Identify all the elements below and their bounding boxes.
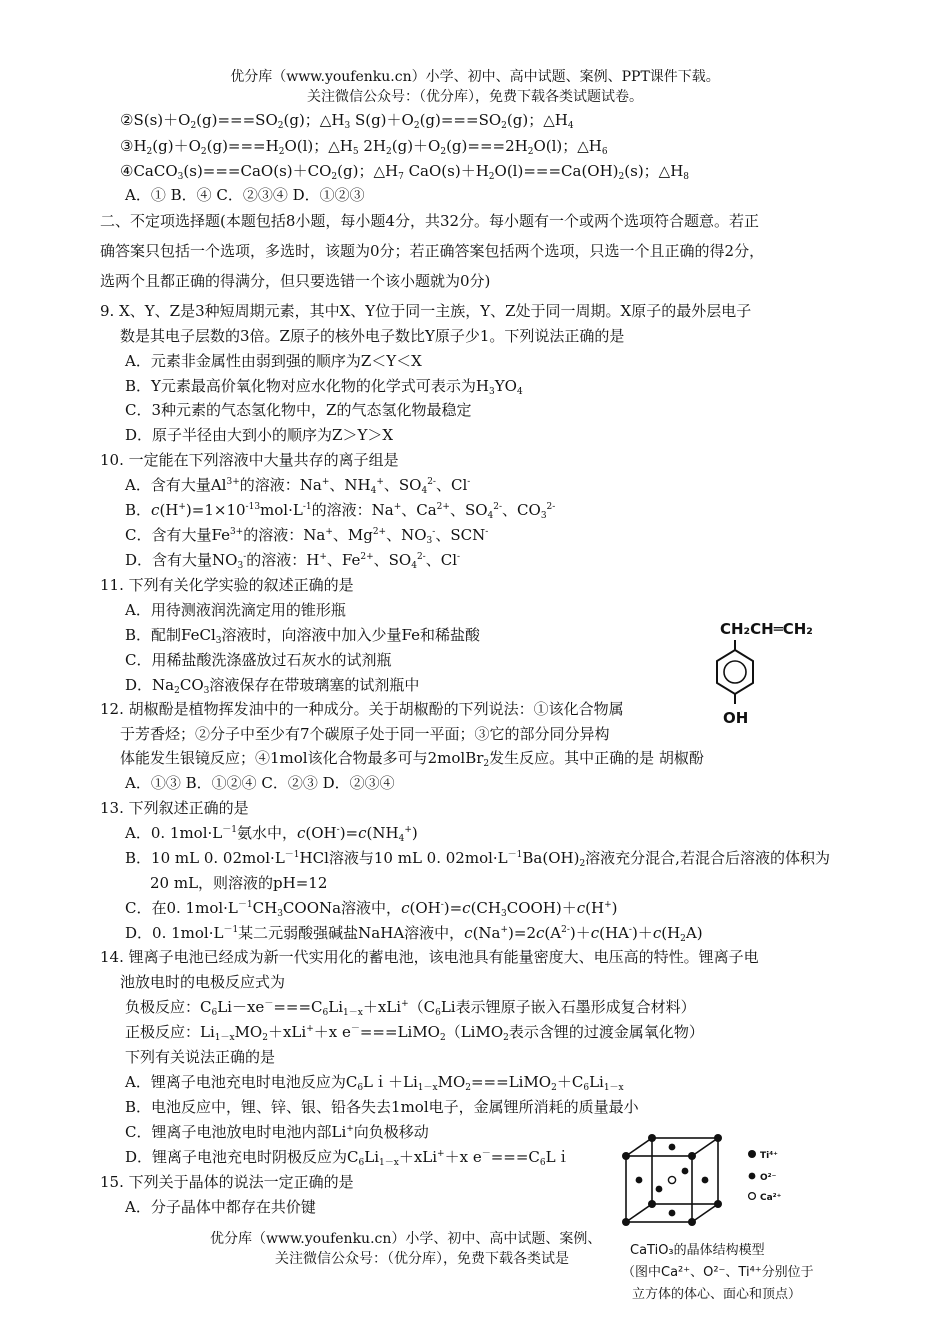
section2-line-2: 确答案只包括一个选项，多选时，该题为0分；若正确答案包括两个选项，只选一个且正确的得2分， bbox=[100, 242, 765, 260]
header-line-2: 关注微信公众号：（优分库），免费下载各类试题试卷。 bbox=[307, 89, 643, 105]
footer-line-2: 关注微信公众号：（优分库），免费下载各类试是 bbox=[275, 1251, 569, 1267]
header-line-1: 优分库（www.youfenku.cn）小学、初中、高中试题、案例、PPT课件下载。 bbox=[230, 69, 720, 85]
q14-option-b: B．电池反应中，锂、锌、银、铅各失去1mol电子，金属锂所消耗的质量最小 bbox=[125, 1098, 639, 1116]
q10-option-a: A．含有大量$Al^{3+}$的溶液：Na+、$NH_4^+$、$SO_4^{2-}$、Cl- bbox=[125, 476, 471, 496]
q11-option-c: C．用稀盐酸洗涤盛放过石灰水的试剂瓶 bbox=[125, 651, 392, 669]
crystal-structure-diagram bbox=[618, 1134, 818, 1234]
q13-option-d: D．0. $1mol\cdot L^{-1}$某二元弱酸强碱盐NaHA溶液中，$c(Na^+)=2c(A^{2-})+c(HA^-)+c(H_2A)$ bbox=[125, 924, 703, 944]
crystal-caption-3: 立方体的体心、面心和顶点） bbox=[632, 1287, 802, 1302]
q11-stem: 11. 下列有关化学实验的叙述正确的是 bbox=[100, 576, 354, 594]
q11-option-a: A．用待测液润洗滴定用的锥形瓶 bbox=[125, 601, 346, 619]
q13-stem: 13. 下列叙述正确的是 bbox=[100, 799, 249, 817]
footer-line-1: 优分库（www.youfenku.cn）小学、初中、高中试题、案例、 bbox=[210, 1231, 602, 1247]
q9-option-d: D．原子半径由大到小的顺序为Z＞Y＞X bbox=[125, 426, 394, 444]
benzene-ring bbox=[717, 650, 753, 694]
q9-option-c: C．3种元素的气态氢化物中，Z的气态氢化物最稳定 bbox=[125, 401, 472, 419]
q14-stem-1: 14. 锂离子电池已经成为新一代实用化的蓄电池，该电池具有能量密度大、电压高的特性。锂离子电 bbox=[100, 948, 759, 966]
q9-option-a: A．元素非金属性由弱到强的顺序为Z＜Y＜X bbox=[125, 352, 422, 370]
q9-stem-1: 9. X、Y、Z是3种短周期元素，其中X、Y位于同一主族，Y、Z处于同一周期。X原子的最外层电子 bbox=[100, 302, 752, 320]
q8-options: A．① B．④ C．②③④ D．①②③ bbox=[125, 186, 365, 204]
q14-negative-reaction: 负极反应：$C_6Li-xe^-===C_6Li_{1-x}+xLi^+(C_6Li$表示锂原子嵌入石墨形成复合材料） bbox=[125, 998, 696, 1018]
ca-ion-marker bbox=[668, 1176, 675, 1183]
q14-option-a: A．锂离子电池充电时电池反应为$C_6Li+Li_{1-x}MO_2===LiMO_2+C_6Li_{1-x}$ bbox=[125, 1073, 624, 1093]
q11-option-b: B．配制FeCl$_3$溶液时，向溶液中加入少量Fe和稀盐酸 bbox=[125, 626, 480, 646]
q13-option-b-cont: 20 mL，则溶液的pH=12 bbox=[150, 874, 328, 892]
q8-reaction-3: $③H_2(g)+O_2(g)===H_2O(l)$；$\triangle H_5$ $2H_2(g)+O_2(g)===2H_2O(l)$；$\triangle H_6$ bbox=[120, 137, 608, 157]
q9-stem-2: 数是其电子层数的3倍。Z原子的核外电子数比Y原子少1。下列说法正确的是 bbox=[120, 327, 625, 345]
q14-ask: 下列有关说法正确的是 bbox=[125, 1048, 276, 1066]
chavicol-structure bbox=[700, 612, 840, 732]
q13-option-a: A．0. $1mol\cdot L^{-1}$氨水中，$c(OH^-)=c(NH_4^+)$ bbox=[125, 824, 418, 844]
q11-option-d: D．$Na_2CO_3$溶液保存在带玻璃塞的试剂瓶中 bbox=[125, 676, 420, 696]
q12-options: A．①③ B．①②④ C．②③ D．②③④ bbox=[125, 774, 395, 792]
q15-stem: 15. 下列关于晶体的说法一定正确的是 bbox=[100, 1173, 354, 1191]
q10-option-d: D．含有大量$NO_3^-$的溶液：H+、$Fe^{2+}$、$SO_4^{2-}$、Cl- bbox=[125, 551, 461, 571]
q12-stem-2: 于芳香烃；②分子中至少有7个碳原子处于同一平面；③它的部分同分异构 bbox=[120, 725, 610, 743]
legend-ti: Ti⁴⁺ bbox=[760, 1151, 778, 1161]
section2-line-3: 选两个且都正确的得满分，但只要选错一个该小题就为0分) bbox=[100, 272, 491, 290]
q10-option-b: B．$c(H^+)=1\times 10^{-13}mol\cdot L^{-1}$的溶液：Na+、$Ca^{2+}$、$SO_4^{2-}$、$CO_3^{2-}$ bbox=[125, 501, 556, 521]
q14-option-c: C．锂离子电池放电时电池内部Li+向负极移动 bbox=[125, 1123, 429, 1141]
q9-option-b: B．Y元素最高价氧化物对应水化物的化学式可表示为$H_3YO_4$ bbox=[125, 377, 523, 397]
section2-line-1: 二、不定项选择题(本题包括8小题，每小题4分，共32分。每小题有一个或两个选项符合题意。若正 bbox=[100, 212, 760, 230]
legend-o: O²⁻ bbox=[760, 1173, 777, 1183]
crystal-caption-2: （图中Ca²⁺、O²⁻、Ti⁴⁺分别位于 bbox=[622, 1265, 814, 1280]
q13-option-c: C．在0. $1mol\cdot L^{-1}CH_3COONa$溶液中，$c(OH^-)=c(CH_3COOH)+c(H^+)$ bbox=[125, 899, 618, 919]
q10-stem: 10. 一定能在下列溶液中大量共存的离子组是 bbox=[100, 451, 399, 469]
structure-oh-label: OH bbox=[723, 709, 749, 727]
q14-positive-reaction: 正极反应：$Li_{1-x}MO_2+xLi^++x$ e－===LiMO$_2$（LiMO$_2$表示含锂的过渡金属氧化物） bbox=[125, 1023, 704, 1043]
q8-reaction-4: $④CaCO_3(s)===CaO(s)+CO_2(g)$；$\triangle H_7$ $CaO(s)+H_2O(l)===Ca(OH)_2(s)$；$\triangle H_8$ bbox=[120, 162, 690, 182]
crystal-caption-1: CaTiO₃的晶体结构模型 bbox=[630, 1243, 765, 1258]
legend-ca: Ca²⁺ bbox=[760, 1193, 782, 1203]
q12-stem-3: 体能发生银镜反应；④1mol该化合物最多可与2molBr$_2$发生反应。其中正确的是 胡椒酚 bbox=[120, 749, 704, 769]
q12-stem-1: 12. 胡椒酚是植物挥发油中的一种成分。关于胡椒酚的下列说法：①该化合物属 bbox=[100, 700, 624, 718]
benzene-ring-circle bbox=[724, 661, 746, 683]
q14-stem-2: 池放电时的电极反应式为 bbox=[120, 973, 286, 991]
q15-option-a: A．分子晶体中都存在共价键 bbox=[125, 1198, 316, 1216]
q10-option-c: C．含有大量$Fe^{3+}$的溶液：Na+、$Mg^{2+}$、$NO_3^-$、SCN- bbox=[125, 526, 489, 546]
q12-structure-caption: 胡椒酚 bbox=[658, 749, 704, 767]
structure-allyl-label: CH₂CH═CH₂ bbox=[720, 620, 813, 638]
q13-option-b: B．10 mL 0. $02mol\cdot L^{-1}HCl$溶液与10 mL 0. $02mol\cdot L^{-1}Ba(OH)_2$溶液充分混合,若混合后溶液的体积为 bbox=[125, 849, 830, 869]
q8-reaction-2: $②S(s)+O_2(g)===SO_2(g)$；$\triangle H_3$ $S(g)+O_2(g)===SO_2(g)$；$\triangle H_4$ bbox=[120, 111, 574, 131]
q14-option-d: D．锂离子电池充电时阴极反应为$C_6Li_{1-x}+xLi^++x$ $e^-===C_6Li$ bbox=[125, 1148, 571, 1168]
